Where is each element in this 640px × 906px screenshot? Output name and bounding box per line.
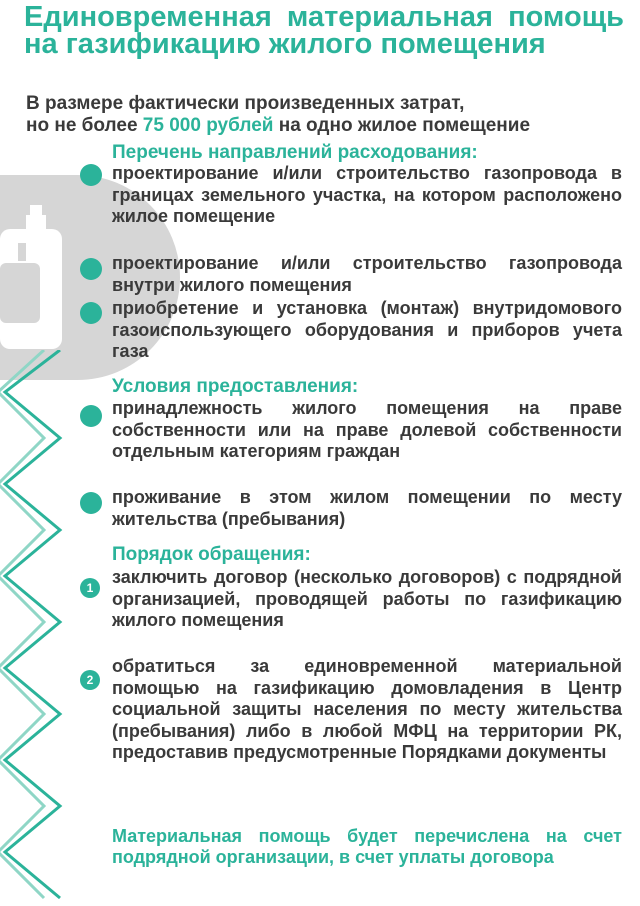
bullet-dot-icon [80, 258, 102, 280]
subtitle-line1: В размере фактически произведенных затрат, [26, 93, 465, 114]
subtitle [26, 93, 626, 137]
subtitle-prefix: но не более [26, 115, 143, 136]
bullet-dot-icon [80, 302, 102, 324]
bullet-dot-icon [80, 405, 102, 427]
gas-meter-icon [0, 205, 80, 355]
step-number-badge: 2 [80, 670, 100, 690]
expense-item: проектирование и/или строительство газопровода внутри жилого помещения [112, 253, 622, 295]
procedure-heading: Порядок обращения: [112, 544, 311, 565]
procedure-step: обратиться за единовременной материальной помощью на газификацию домовладения в Центр социальной защиты населения по месту жительства (пребывания) либо в любой МФЦ на территории РК, предоставив предусмотренные Порядками документы [112, 656, 622, 762]
expense-item: проектирование и/или строительство газопровода в границах земельного участка, на котором расположено жилое помещение [112, 163, 622, 226]
bullet-dot-icon [80, 492, 102, 514]
page-title: Единовременная материальная помощь на газификацию жилого помещения [24, 1, 624, 60]
expense-item: приобретение и установка (монтаж) внутридомового газоиспользующего оборудования и приборов учета газа [112, 298, 622, 361]
conditions-heading: Условия предоставления: [112, 376, 359, 397]
expenses-heading: Перечень направлений расходования: [112, 142, 478, 163]
condition-item: принадлежность жилого помещения на праве собственности или на праве долевой собственности отдельным категориям граждан [112, 398, 622, 461]
procedure-step: заключить договор (несколько договоров) с подрядной организацией, проводящей работы по газификацию жилого помещения [112, 567, 622, 630]
bullet-dot-icon [80, 164, 102, 186]
condition-item: проживание в этом жилом помещении по месту жительства (пребывания) [112, 487, 622, 529]
zigzag-decoration [0, 350, 80, 906]
payment-note: Материальная помощь будет перечислена на счет подрядной организации, в счет уплаты договора [112, 826, 622, 867]
step-number-badge: 1 [80, 578, 100, 598]
subtitle-amount: 75 000 рублей [142, 115, 274, 136]
subtitle-suffix: на одно жилое помещение [273, 115, 531, 136]
